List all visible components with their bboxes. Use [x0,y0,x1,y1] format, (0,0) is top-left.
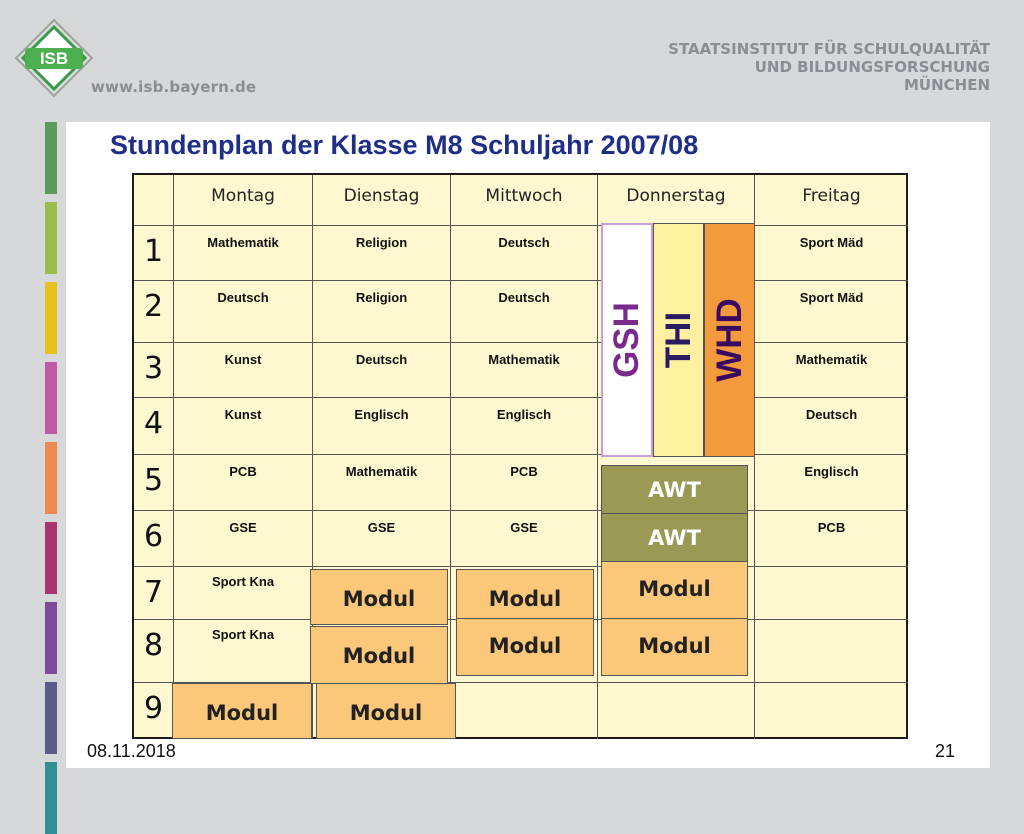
footer-date: 08.11.2018 [87,741,176,761]
whd-label: WHD [709,298,749,382]
lesson-cell: Sport Mäd [755,226,908,281]
lesson-cell: Kunst [174,343,313,398]
modul-block: Modul [601,618,748,676]
lesson-cell: Religion [313,281,451,343]
modul-block: Modul [310,626,448,684]
lesson-cell: Mathematik [313,455,451,511]
period-number: 8 [134,620,174,683]
day-header-donnerstag: Donnerstag [598,175,755,226]
side-color-bar [45,522,57,594]
lesson-cell: Englisch [755,455,908,511]
lesson-cell: PCB [755,511,908,567]
lesson-cell: Englisch [313,398,451,455]
lesson-cell: Mathematik [174,226,313,281]
lesson-cell: GSE [174,511,313,567]
lesson-cell [755,620,908,683]
period-number: 2 [134,281,174,343]
awt-block: AWT [601,465,748,515]
website-url[interactable]: www.isb.bayern.de [91,78,257,96]
lesson-cell: PCB [451,455,598,511]
lesson-cell: Sport Mäd [755,281,908,343]
day-header-mittwoch: Mittwoch [451,175,598,226]
logo-text: ISB [39,49,69,68]
modul-block: Modul [310,569,448,625]
side-color-bar [45,602,57,674]
side-color-bar [45,682,57,754]
period-number: 3 [134,343,174,398]
day-header-montag: Montag [174,175,313,226]
page-number: 21 [935,741,956,761]
modul-block: Modul [601,561,748,619]
period-number: 9 [134,683,174,739]
thi-block [653,223,704,457]
corner-cell [134,175,174,226]
lesson-cell: Deutsch [755,398,908,455]
period-number: 5 [134,455,174,511]
lesson-cell: Religion [313,226,451,281]
timetable [132,173,908,739]
lesson-cell [451,683,598,739]
lesson-cell: Deutsch [451,281,598,343]
institute-line: STAATSINSTITUT FÜR SCHULQUALITÄT [668,40,990,58]
lesson-cell: Deutsch [174,281,313,343]
page-title: Stundenplan der Klasse M8 Schuljahr 2007/08 [110,130,699,160]
period-number: 7 [134,567,174,620]
side-color-bar [45,122,57,194]
modul-block: Modul [456,569,594,625]
thi-label: THI [658,311,698,369]
modul-block: Modul [456,618,594,676]
day-header-freitag: Freitag [755,175,908,226]
lesson-cell: Mathematik [451,343,598,398]
lesson-cell: Englisch [451,398,598,455]
period-number: 1 [134,226,174,281]
modul-block: Modul [316,683,456,739]
lesson-cell [755,683,908,739]
institute-name [668,40,990,94]
whd-block [704,223,755,457]
side-color-bar [45,442,57,514]
gsh-block [601,223,653,457]
lesson-cell [598,683,755,739]
modul-block: Modul [172,683,312,739]
lesson-cell: Mathematik [755,343,908,398]
institute-line: UND BILDUNGSFORSCHUNG [754,58,990,76]
side-color-bar [45,762,57,834]
lesson-cell: Sport Kna [174,620,313,683]
lesson-cell: Deutsch [451,226,598,281]
lesson-cell: GSE [313,511,451,567]
lesson-cell: Kunst [174,398,313,455]
gsh-label: GSH [607,302,646,378]
day-header-dienstag: Dienstag [313,175,451,226]
lesson-cell: Deutsch [313,343,451,398]
period-number: 4 [134,398,174,455]
lesson-cell: GSE [451,511,598,567]
lesson-cell: Sport Kna [174,567,313,620]
side-color-bar [45,282,57,354]
awt-block: AWT [601,513,748,563]
period-number: 6 [134,511,174,567]
side-color-bar [45,362,57,434]
isb-logo [14,18,94,98]
lesson-cell [755,567,908,620]
institute-line: MÜNCHEN [903,76,990,94]
lesson-cell: PCB [174,455,313,511]
side-color-bar [45,202,57,274]
